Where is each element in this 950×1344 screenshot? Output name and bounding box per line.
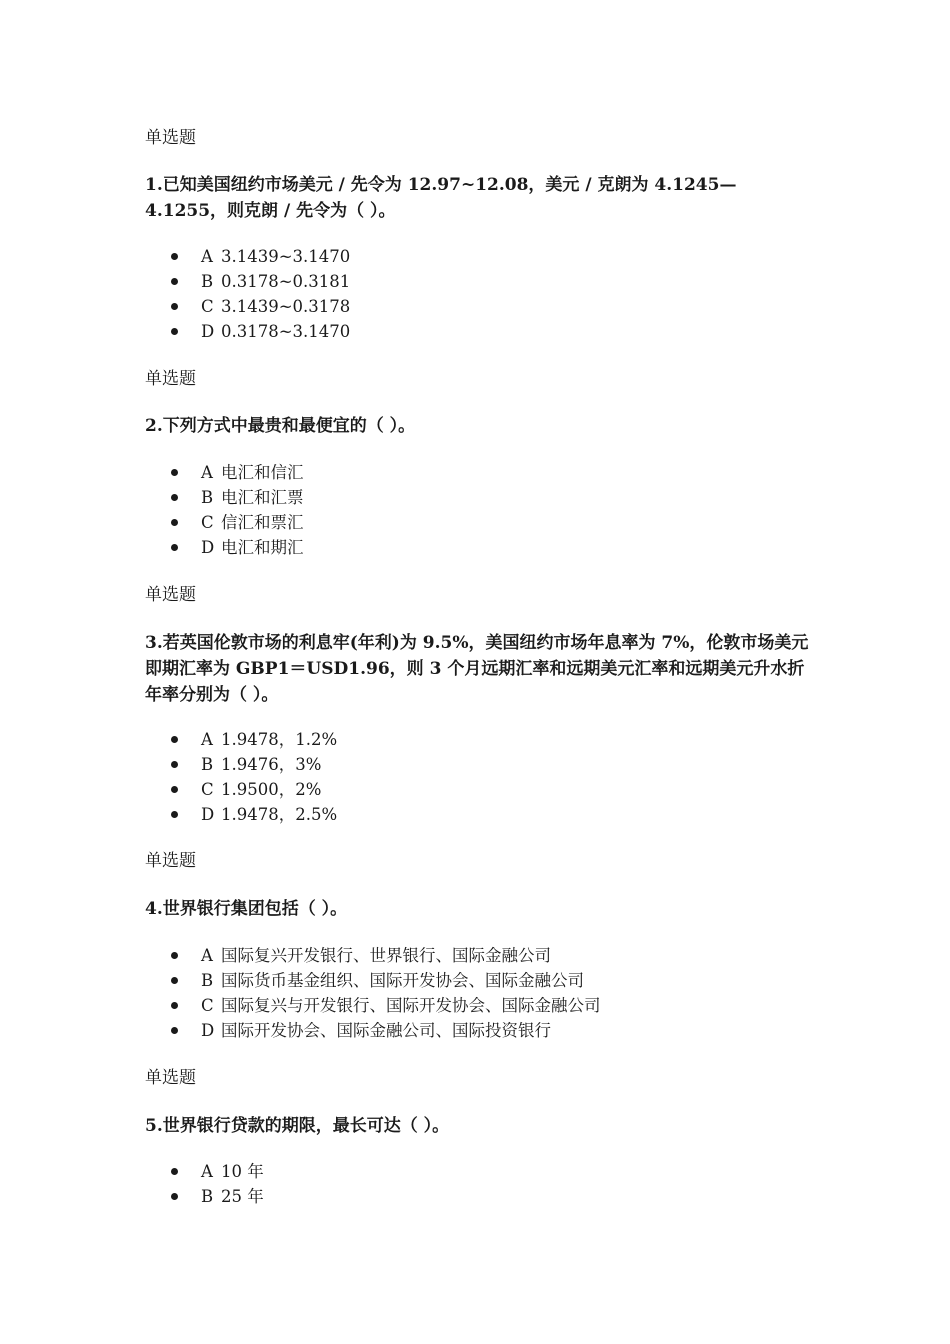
bullet-icon [171, 328, 178, 335]
option-text: 国际复兴与开发银行、国际开发协会、国际金融公司 [221, 996, 601, 1015]
option-letter: C [201, 297, 214, 316]
option-letter: B [201, 488, 214, 507]
option-text: 0.3178~3.1470 [221, 322, 351, 341]
bullet-icon [171, 761, 178, 768]
bullet-icon [171, 977, 178, 984]
option-list [145, 727, 337, 827]
option-list [145, 943, 601, 1043]
bullet-icon [171, 811, 178, 818]
question-type-text: 单选题 [145, 585, 196, 605]
option-text: 10 年 [221, 1162, 264, 1181]
question-stem [145, 630, 815, 708]
bullet-icon [171, 544, 178, 551]
option-item [145, 943, 601, 968]
option-letter: C [201, 513, 214, 532]
option-item [145, 777, 337, 802]
question-type-text: 单选题 [145, 128, 196, 148]
option-item [145, 535, 304, 560]
option-letter: C [201, 996, 214, 1015]
option-item [145, 752, 337, 777]
option-text: 0.3178~0.3181 [221, 272, 351, 291]
option-item [145, 1018, 601, 1043]
question-stem [145, 1113, 815, 1139]
option-list [145, 460, 304, 560]
option-letter: A [201, 1162, 213, 1181]
question-text: 3.若英国伦敦市场的利息牢(年利)为 9.5%，美国纽约市场年息率为 7%，伦敦市场美元即期汇率为 GBP1＝USD1.96，则 3 个月远期汇率和远期美元汇率和远期美元升水折年率分别为（ ）。 [145, 633, 809, 705]
option-letter: D [201, 805, 215, 824]
option-text: 25 年 [221, 1187, 264, 1206]
option-item [145, 485, 304, 510]
option-text: 国际开发协会、国际金融公司、国际投资银行 [221, 1021, 551, 1040]
option-text: 1.9478，1.2% [221, 730, 338, 749]
bullet-icon [171, 1193, 178, 1200]
option-letter: A [201, 946, 213, 965]
bullet-icon [171, 786, 178, 793]
option-text: 3.1439~0.3178 [221, 297, 351, 316]
question-type-label [145, 367, 815, 391]
bullet-icon [171, 1027, 178, 1034]
option-letter: A [201, 730, 213, 749]
option-item [145, 1184, 264, 1209]
question-stem [145, 172, 815, 224]
option-letter: D [201, 538, 215, 557]
option-text: 国际货币基金组织、国际开发协会、国际金融公司 [221, 971, 584, 990]
option-item [145, 727, 337, 752]
question-type-label [145, 849, 815, 873]
option-text: 1.9478，2.5% [221, 805, 338, 824]
option-letter: C [201, 780, 214, 799]
bullet-icon [171, 519, 178, 526]
option-item [145, 294, 350, 319]
option-list [145, 1159, 264, 1209]
question-type-text: 单选题 [145, 851, 196, 871]
option-letter: B [201, 755, 214, 774]
question-type-label [145, 1066, 815, 1090]
option-item [145, 319, 350, 344]
bullet-icon [171, 1168, 178, 1175]
bullet-icon [171, 278, 178, 285]
question-type-label [145, 126, 815, 150]
option-letter: D [201, 1021, 215, 1040]
option-item [145, 244, 350, 269]
option-item [145, 460, 304, 485]
bullet-icon [171, 494, 178, 501]
question-type-text: 单选题 [145, 1068, 196, 1088]
option-item [145, 269, 350, 294]
option-text: 国际复兴开发银行、世界银行、国际金融公司 [221, 946, 551, 965]
question-stem [145, 413, 815, 439]
option-letter: B [201, 272, 214, 291]
question-text: 2.下列方式中最贵和最便宜的（ ）。 [145, 416, 416, 436]
option-letter: A [201, 247, 213, 266]
option-letter: D [201, 322, 215, 341]
question-stem [145, 896, 815, 922]
option-letter: A [201, 463, 213, 482]
option-text: 电汇和汇票 [221, 488, 304, 507]
option-text: 3.1439~3.1470 [221, 247, 351, 266]
bullet-icon [171, 1002, 178, 1009]
bullet-icon [171, 736, 178, 743]
option-item [145, 993, 601, 1018]
question-text: 5.世界银行贷款的期限，最长可达（ ）。 [145, 1116, 450, 1136]
question-text: 4.世界银行集团包括（ ）。 [145, 899, 348, 919]
question-text: 1.已知美国纽约市场美元 / 先令为 12.97~12.08，美元 / 克朗为 4.1245—4.1255，则克朗 / 先令为（ ）。 [145, 175, 737, 221]
question-type-text: 单选题 [145, 369, 196, 389]
option-text: 电汇和信汇 [221, 463, 304, 482]
option-text: 1.9500，2% [221, 780, 322, 799]
option-letter: B [201, 971, 214, 990]
bullet-icon [171, 253, 178, 260]
option-text: 电汇和期汇 [221, 538, 304, 557]
option-item [145, 968, 601, 993]
option-letter: B [201, 1187, 214, 1206]
option-item [145, 1159, 264, 1184]
question-type-label [145, 583, 815, 607]
bullet-icon [171, 469, 178, 476]
option-text: 信汇和票汇 [221, 513, 304, 532]
option-list [145, 244, 350, 344]
bullet-icon [171, 952, 178, 959]
bullet-icon [171, 303, 178, 310]
option-item [145, 510, 304, 535]
option-item [145, 802, 337, 827]
option-text: 1.9476，3% [221, 755, 322, 774]
